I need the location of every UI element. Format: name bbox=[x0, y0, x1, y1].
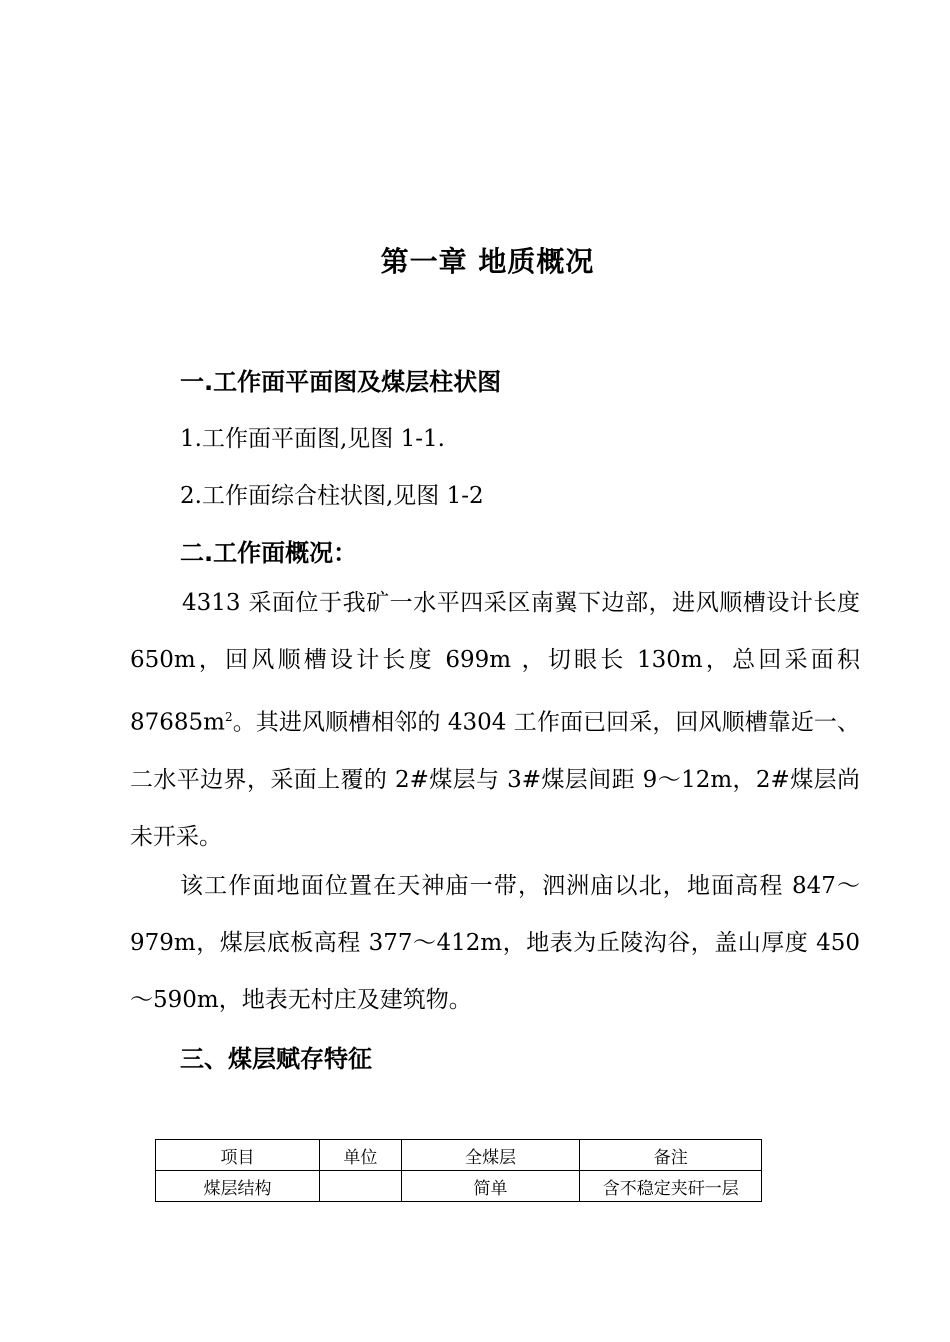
section1-item1: 1.工作面平面图,见图 1-1. bbox=[180, 426, 445, 452]
section3-heading: 三、煤层赋存特征 bbox=[180, 1045, 372, 1073]
section1-heading: 一.工作面平面图及煤层柱状图 bbox=[180, 368, 502, 396]
paragraph1-part-a: 4313 采面位于我矿一水平四采区南翼下边部，进风顺槽设计长度 650m，回风顺槽设计长度 699m ，切眼长 130m，总回采面积 87685m bbox=[130, 590, 860, 736]
table-cell: 简单 bbox=[401, 1171, 580, 1202]
table-header-cell: 备注 bbox=[580, 1140, 762, 1171]
section2-paragraph2: 该工作面地面位置在天神庙一带，泗洲庙以北，地面高程 847～979m，煤层底板高程 377～412m，地表为丘陵沟谷，盖山厚度 450～590m，地表无村庄及建筑物。 bbox=[130, 873, 860, 1013]
section2-heading: 二.工作面概况： bbox=[180, 539, 358, 567]
chapter-title: 第一章 地质概况 bbox=[380, 245, 595, 278]
table-cell: 含不稳定夹矸一层 bbox=[580, 1171, 762, 1202]
table-header-cell: 单位 bbox=[320, 1140, 402, 1171]
paragraph1-part-b: 。其进风顺槽相邻的 4304 工作面已回采，回风顺槽靠近一、二水平边界，采面上覆的 2#煤层与 3#煤层间距 9～12m，2#煤层尚未开采。 bbox=[130, 709, 860, 850]
coal-seam-table bbox=[155, 1139, 762, 1202]
section2-paragraph1 bbox=[130, 575, 860, 866]
section1-item2: 2.工作面综合柱状图,见图 1-2 bbox=[180, 483, 484, 509]
table-cell bbox=[320, 1171, 402, 1202]
table-row bbox=[156, 1171, 762, 1202]
table-cell: 煤层结构 bbox=[156, 1171, 320, 1202]
table-header-cell: 全煤层 bbox=[401, 1140, 580, 1171]
area-superscript: 2 bbox=[224, 710, 233, 724]
table-header-cell: 项目 bbox=[156, 1140, 320, 1171]
table-header-row bbox=[156, 1140, 762, 1171]
